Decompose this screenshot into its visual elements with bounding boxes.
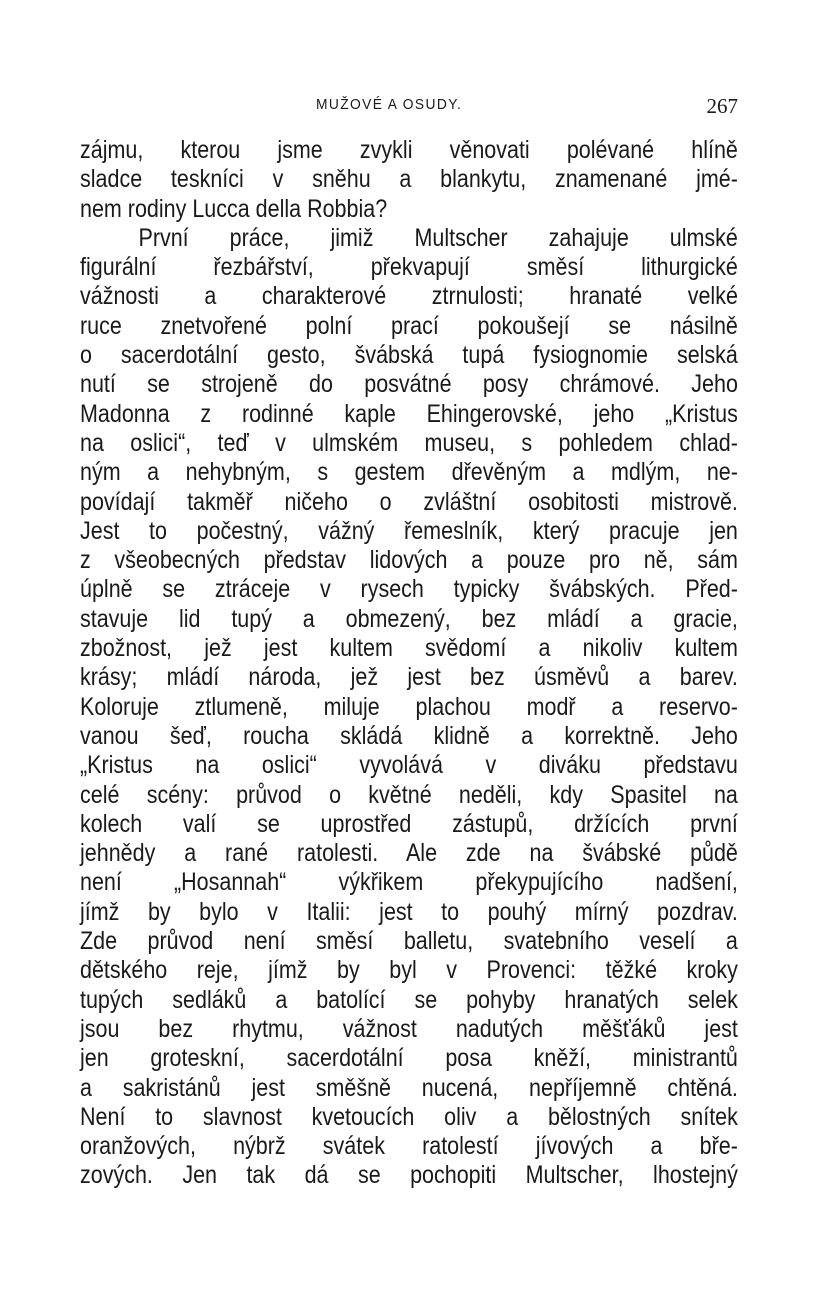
text-line: První práce, jimiž Multscher zahajuje ulmské	[138, 223, 738, 252]
text-line: dětského reje, jímž by byl v Provenci: těžké kroky	[80, 956, 738, 985]
text-line: stavuje lid tupý a obmezený, bez mládí a gracie,	[80, 604, 738, 633]
text-line: Jest to počestný, vážný řemeslník, který pracuje jen	[80, 516, 738, 545]
text-line: vážnosti a charakterové ztrnulosti; hranaté velké	[80, 282, 738, 311]
text-line: povídají takměř ničeho o zvláštní osobitosti mistrově.	[80, 487, 738, 516]
text-line: úplně se ztráceje v rysech typicky švábských. Před-	[80, 575, 738, 604]
text-line: jímž by bylo v Italii: jest to pouhý mírný pozdrav.	[80, 897, 738, 926]
text-line: na oslici“, teď v ulmském museu, s pohledem chlad-	[80, 428, 738, 457]
text-line: Koloruje ztlumeně, miluje plachou modř a reservo-	[80, 692, 738, 721]
text-line: nem rodiny Lucca della Robbia?	[80, 194, 388, 223]
text-line: „Kristus na oslici“ vyvolává v diváku představu	[80, 751, 738, 780]
text-line: není „Hosannah“ výkřikem překypujícího nadšení,	[80, 868, 738, 897]
text-line: z všeobecných představ lidových a pouze pro ně, sám	[80, 546, 738, 575]
text-line: oranžových, nýbrž svátek ratolestí jívových a bře-	[80, 1132, 738, 1161]
text-line: kolech valí se uprostřed zástupů, držících první	[80, 809, 738, 838]
text-line: celé scény: průvod o květné neděli, kdy Spasitel na	[80, 780, 738, 809]
text-line: nutí se strojeně do posvátné posy chrámové. Jeho	[80, 370, 738, 399]
text-line: zájmu, kterou jsme zvykli věnovati polévané hlíně	[80, 136, 738, 164]
text-line: zových. Jen tak dá se pochopiti Multscher, lhostejný	[80, 1161, 738, 1190]
text-line: ruce znetvořené polní prací pokoušejí se násilně	[80, 311, 738, 340]
body-text	[80, 136, 738, 1191]
text-line: krásy; mládí národa, jež jest bez úsměvů a barev.	[80, 663, 738, 692]
text-line: o sacerdotální gesto, švábská tupá fysiognomie selská	[80, 341, 738, 370]
text-line: Madonna z rodinné kaple Ehingerovské, jeho „Kristus	[80, 399, 738, 428]
running-head	[0, 96, 822, 120]
page-number: 267	[706, 94, 738, 118]
text-line: sladce teskníci v sněhu a blankytu, znamenané jmé-	[80, 165, 738, 194]
text-line: figurální řezbářství, překvapují směsí lithurgické	[80, 253, 738, 282]
text-line: Zde průvod není směsí balletu, svatebního veselí a	[80, 927, 738, 956]
text-line: Není to slavnost kvetoucích oliv a bělostných snítek	[80, 1102, 738, 1131]
text-line: zbožnost, jež jest kultem svědomí a nikoliv kultem	[80, 634, 738, 663]
running-title: MUŽOVÉ A OSUDY.	[316, 96, 463, 113]
text-line: jehnědy a rané ratolesti. Ale zde na švábské půdě	[80, 839, 738, 868]
text-line: tupých sedláků a batolící se pohyby hranatých selek	[80, 985, 738, 1014]
text-line: a sakristánů jest směšně nucená, nepříjemně chtěná.	[80, 1073, 738, 1102]
text-line: vanou šeď, roucha skládá klidně a korrektně. Jeho	[80, 721, 738, 750]
text-line: jsou bez rhytmu, vážnost nadutých měšťáků jest	[80, 1014, 738, 1043]
text-line: jen groteskní, sacerdotální posa kněží, ministrantů	[80, 1044, 738, 1073]
text-line: ným a nehybným, s gestem dřevěným a mdlým, ne-	[80, 458, 738, 487]
